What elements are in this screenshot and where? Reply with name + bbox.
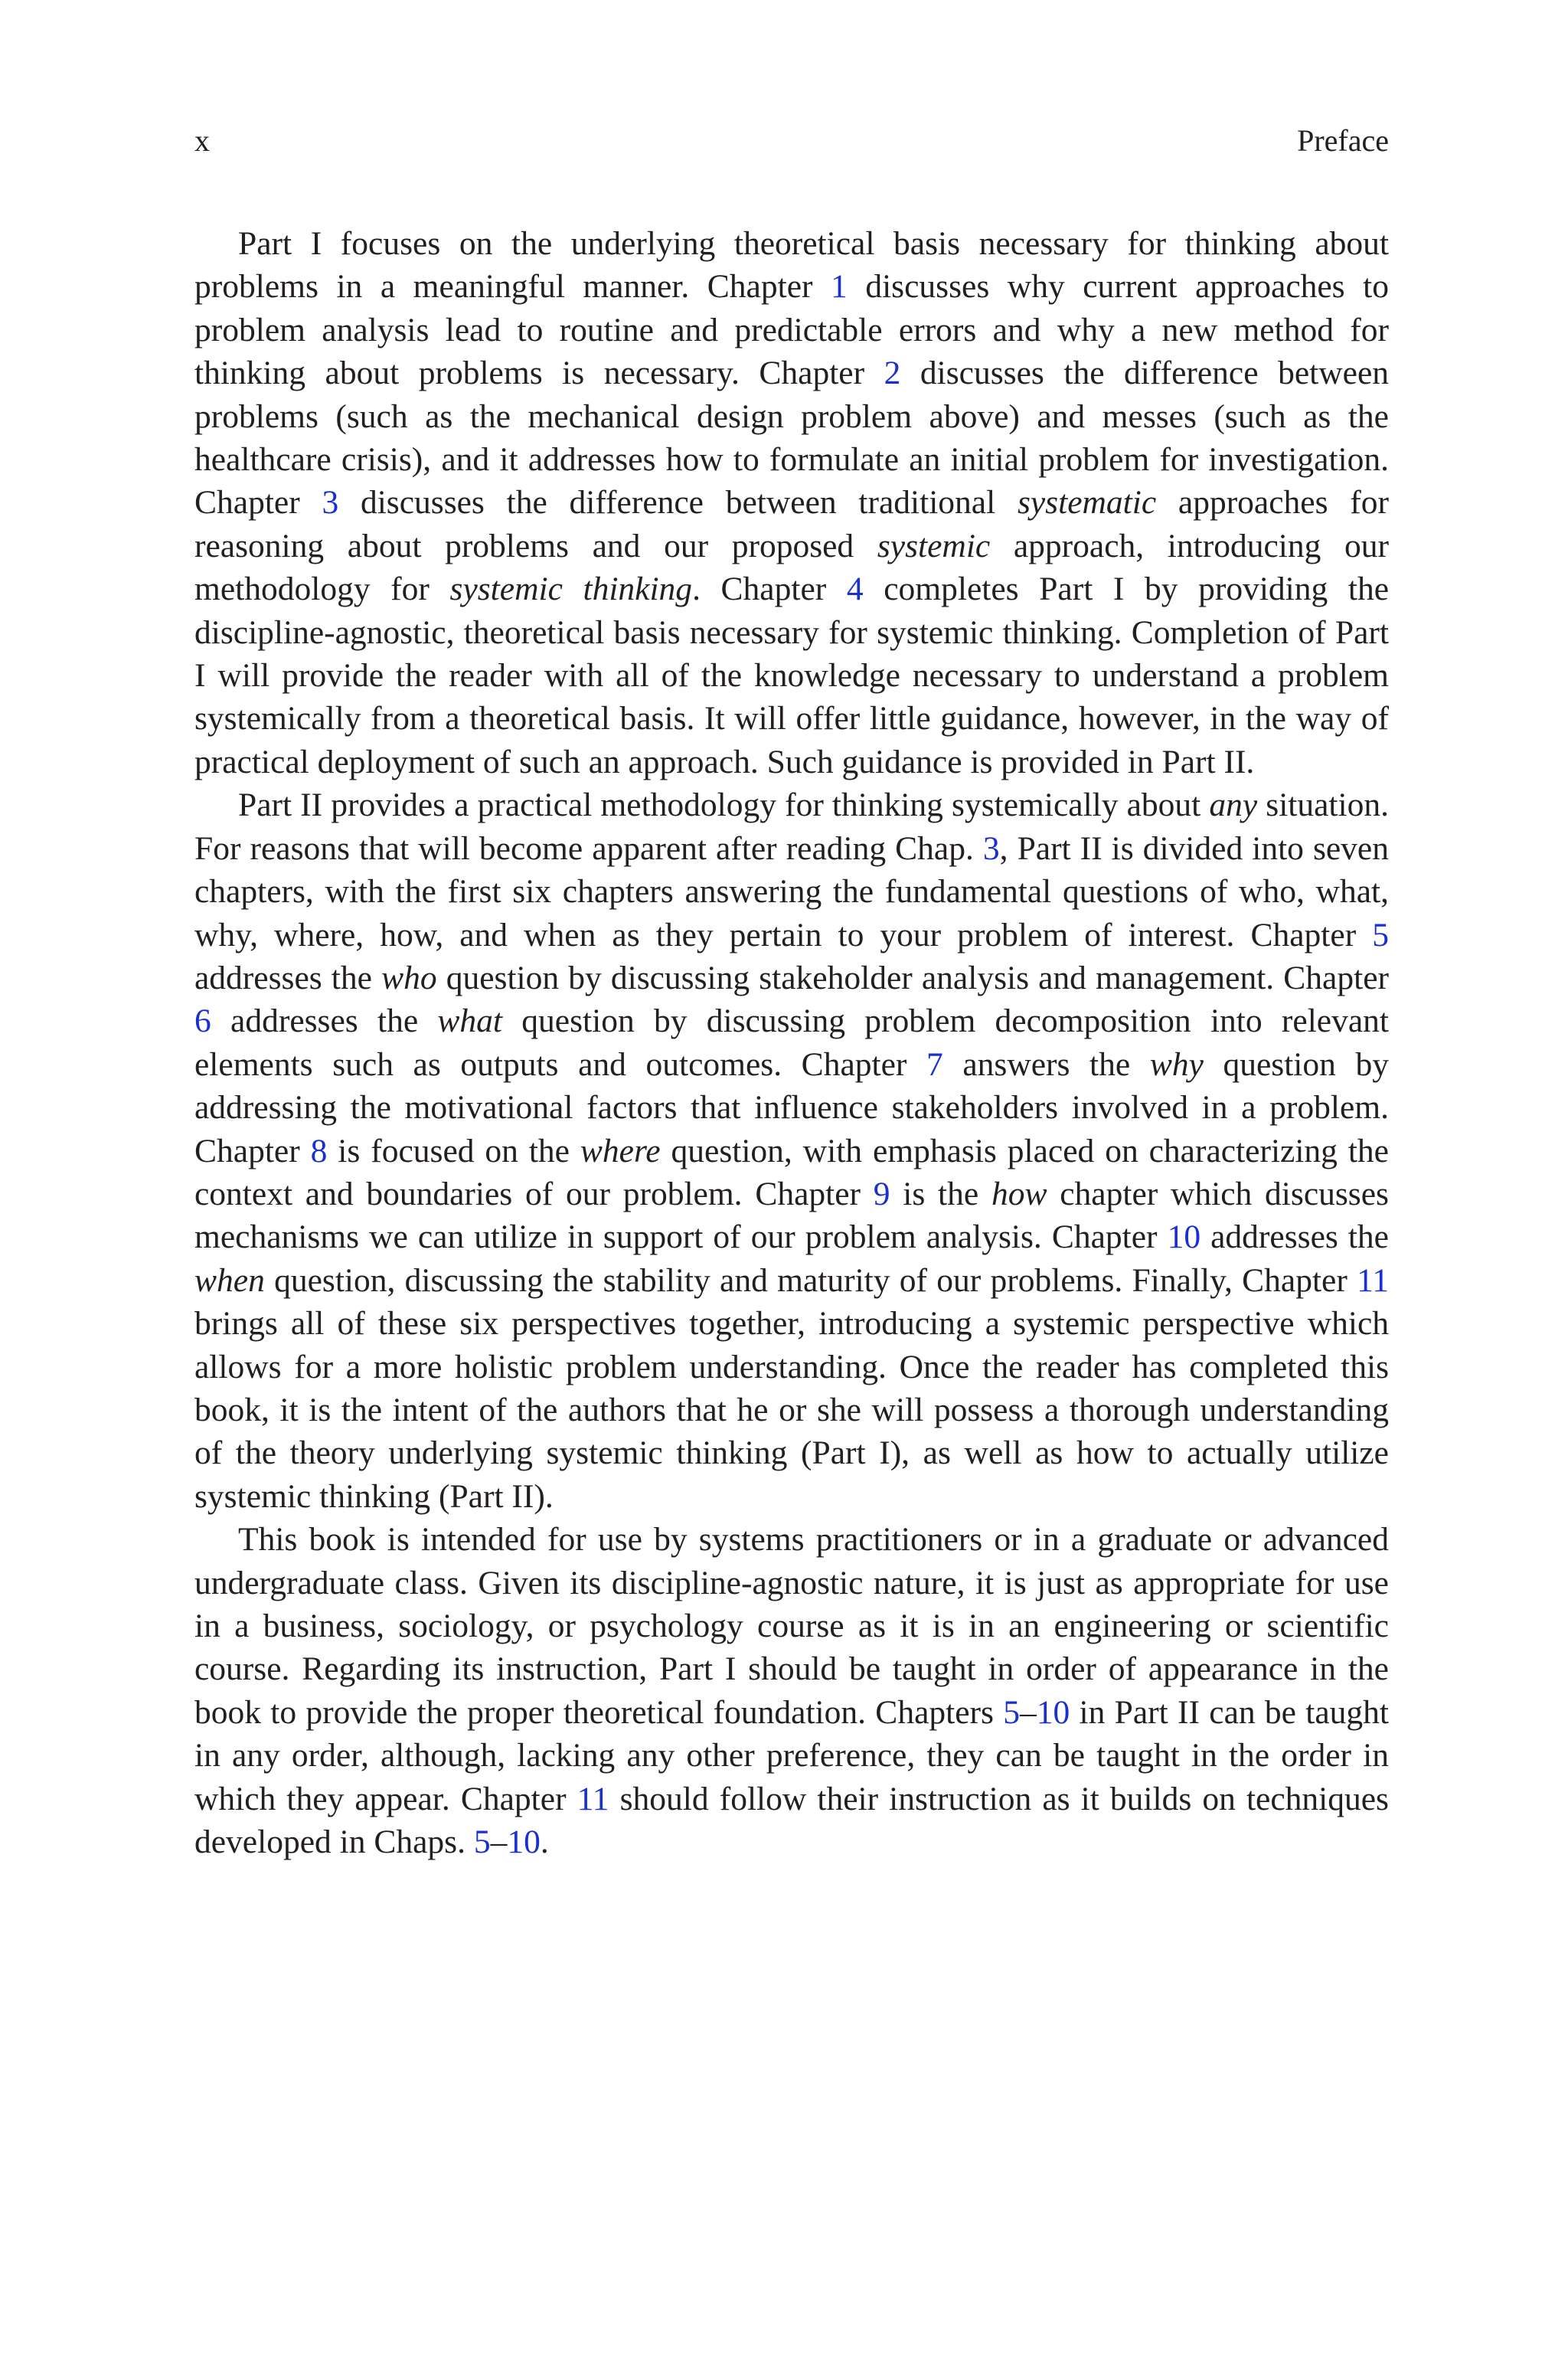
paragraph-text: should follow their instruction as it builds on techniques developed in Chaps. (194, 1780, 1389, 1861)
paragraph-text: question, discussing the stability and maturity of our problems. Finally, Chapter (264, 1261, 1357, 1299)
chapter-link[interactable]: 8 (310, 1132, 328, 1169)
emphasis-text: where (580, 1132, 661, 1169)
chapter-link[interactable]: 10 (1167, 1218, 1201, 1256)
paragraph-text: question by discussing stakeholder analysis and management. Chapter (436, 959, 1389, 996)
paragraph-text: addresses the (194, 959, 382, 996)
emphasis-text: who (381, 959, 437, 996)
paragraph-text: situation. For reasons that will become apparent after reading Chap. (194, 787, 1389, 867)
running-head (194, 123, 1389, 159)
emphasis-text: how (991, 1175, 1047, 1212)
chapter-link[interactable]: 6 (194, 1003, 211, 1040)
chapter-link[interactable]: 7 (926, 1045, 943, 1083)
chapter-link[interactable]: 2 (884, 355, 901, 392)
paragraph-text: . Chapter (692, 571, 847, 608)
chapter-link[interactable]: 11 (577, 1780, 609, 1817)
chapter-link[interactable]: 9 (873, 1175, 890, 1212)
emphasis-text: any (1209, 787, 1258, 824)
paragraph-text: question, with emphasis placed on characterizing the context and boundaries of our problem. Chapter (194, 1132, 1389, 1212)
paragraph-text: approach, introducing our methodology for (194, 527, 1389, 608)
chapter-link[interactable]: 3 (322, 484, 339, 522)
chapter-link[interactable]: 5 (1372, 916, 1389, 953)
book-page (194, 123, 1389, 1863)
paragraph-text: approaches for reasoning about problems and our proposed (194, 484, 1389, 564)
chapter-link[interactable]: 1 (831, 268, 848, 306)
paragraph-text: chapter which discusses mechanisms we can utilize in support of our problem analysis. Chapter (194, 1175, 1389, 1256)
chapter-link[interactable]: 3 (982, 829, 1000, 867)
emphasis-text: when (194, 1261, 265, 1299)
paragraph-text: – (1019, 1693, 1037, 1731)
chapter-link[interactable]: 5 (1003, 1693, 1020, 1731)
paragraph-1 (194, 222, 1389, 783)
chapter-link[interactable]: 4 (846, 571, 864, 608)
paragraph-text: discusses the difference between traditional (338, 484, 1018, 522)
paragraph-text: discusses why current approaches to problem analysis lead to routine and predictable errors and why a new method for thinking about problems is necessary. Chapter (194, 268, 1389, 392)
paragraph-text: Part I focuses on the underlying theoretical basis necessary for thinking about problems in a meaningful manner. Chapter (194, 225, 1389, 306)
paragraph-text: brings all of these six perspectives together, introducing a systemic perspective which allows for a more holistic problem understanding. Once the reader has completed this book, it is the intent of the authors that he or she will possess a thorough understanding of the theory underlying systemic thinking (Part I), as well as how to actually utilize systemic thinking (Part II). (194, 1305, 1389, 1515)
paragraph-text: Part II provides a practical methodology for thinking systemically about (238, 787, 1210, 824)
paragraph-text: , Part II is divided into seven chapters, with the first six chapters answering the fundamental questions of who, what, why, where, how, and when as they pertain to your problem of interest. Chapter (194, 829, 1389, 953)
paragraph-text: completes Part I by providing the discipline-agnostic, theoretical basis necessary for systemic thinking. Completion of Part I will provide the reader with all of the knowledge necessary to understand a problem systemically from a theoretical basis. It will offer little guidance, however, in the way of practical deployment of such an approach. Such guidance is provided in Part II. (194, 571, 1390, 780)
paragraph-text: question by addressing the motivational factors that influence stakeholders involved in a problem. Chapter (194, 1045, 1389, 1169)
paragraph-text: discusses the difference between problems (such as the mechanical design problem above) and messes (such as the healthcare crisis), and it addresses how to formulate an initial problem for investigation. Chapter (194, 355, 1389, 522)
paragraph-text: . (540, 1824, 549, 1861)
paragraph-2 (194, 783, 1389, 1518)
emphasis-text: why (1149, 1045, 1204, 1083)
emphasis-text: systematic (1017, 484, 1157, 522)
section-title: Preface (1297, 123, 1389, 158)
chapter-link[interactable]: 11 (1357, 1261, 1389, 1299)
chapter-link[interactable]: 10 (507, 1824, 541, 1861)
paragraph-text: This book is intended for use by systems practitioners or in a graduate or advanced undergraduate class. Given its discipline-agnostic nature, it is just as appropriate for use in a business, sociology, or psychology course as it is in an engineering or scientific course. Regarding its instruction, Part I should be taught in order of appearance in the book to provide the proper theoretical foundation. Chapters (194, 1521, 1389, 1731)
body-text (194, 222, 1389, 1863)
emphasis-text: systemic (877, 527, 991, 564)
paragraph-text: is focused on the (327, 1132, 580, 1169)
paragraph-text: answers the (942, 1045, 1150, 1083)
paragraph-text: addresses the (1200, 1218, 1389, 1256)
emphasis-text: systemic thinking (449, 571, 693, 608)
chapter-link[interactable]: 5 (473, 1824, 491, 1861)
paragraph-text: question by discussing problem decomposition into relevant elements such as outputs and outcomes. Chapter (194, 1003, 1389, 1083)
paragraph-text: in Part II can be taught in any order, although, lacking any other preference, they can be taught in the order in which they appear. Chapter (194, 1693, 1389, 1817)
paragraph-text: – (490, 1824, 508, 1861)
paragraph-3 (194, 1518, 1389, 1863)
page-number: x (194, 123, 210, 158)
paragraph-text: addresses the (211, 1003, 438, 1040)
chapter-link[interactable]: 10 (1036, 1693, 1070, 1731)
emphasis-text: what (437, 1003, 503, 1040)
paragraph-text: is the (890, 1175, 991, 1212)
